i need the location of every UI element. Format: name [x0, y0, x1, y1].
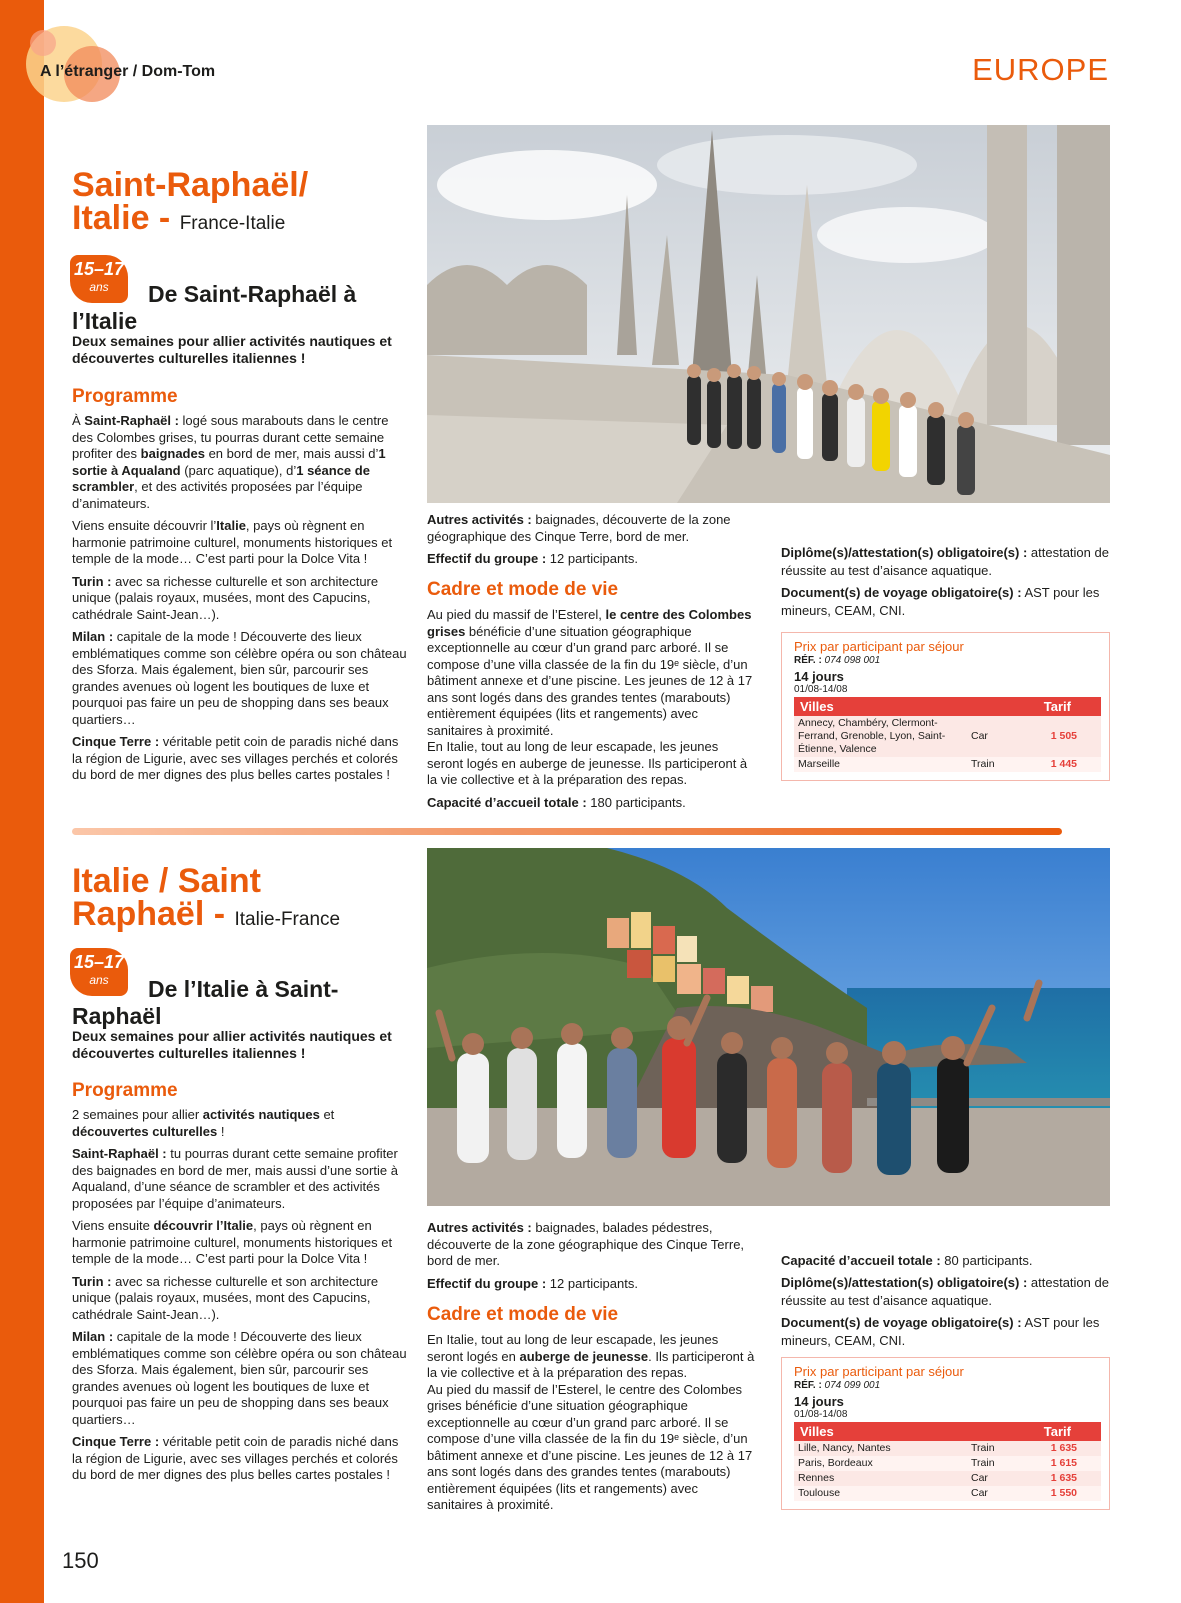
program-milan: Milan : capitale de la mode ! Découverte des lieux emblématiques comme son célèbre opéra ou son château des Sforza. Mais également, bien sûr, parcourir ses grandes avenues où logent les boutiques de luxe et pourquoi pas faire un peu de shopping dans ses beaux quartiers…	[72, 629, 407, 727]
diploma-required: Diplôme(s)/attestation(s) obligatoire(s) : attestation de réussite au test d’aisance aquatique.	[781, 1275, 1109, 1308]
trip-duration: 14 jours	[794, 669, 844, 684]
col-header-cities: Villes	[794, 1422, 967, 1441]
transport-cell: Train	[967, 1441, 1031, 1456]
price-title: Prix par participant par séjour	[794, 639, 964, 654]
lifestyle-paragraph: En Italie, tout au long de leur escapade, les jeunes seront logés en auberge de jeunesse. Ils participeront à la vie collective et à la préparation des repas.	[427, 739, 748, 787]
price-box	[781, 1357, 1110, 1510]
program-heading: Programme	[72, 1080, 178, 1101]
requirements-block	[781, 544, 1111, 626]
city-cell: Toulouse	[794, 1486, 967, 1501]
trip-route: France-Italie	[179, 213, 286, 234]
trip-section-1	[0, 125, 1181, 825]
transport-cell: Car	[967, 716, 1031, 757]
trip-title	[72, 166, 412, 240]
age-range: 15–17	[73, 952, 125, 972]
city-cell: Lille, Nancy, Nantes	[794, 1441, 967, 1456]
price-cell: 1 505	[1031, 716, 1101, 757]
col-header-cities: Villes	[794, 697, 967, 716]
age-unit: ans	[89, 973, 109, 987]
price-reference: RÉF. : 074 099 001	[794, 1380, 881, 1391]
trip-duration: 14 jours	[794, 1394, 844, 1409]
program-cinque-terre: Cinque Terre : véritable petit coin de paradis niché dans la région de Ligurie, avec ses villages perchés et colorés du bord de mer dignes des plus belles cartes postales !	[72, 734, 399, 782]
subtitle-line-2: l’Italie	[72, 308, 138, 334]
trip-title	[72, 862, 412, 936]
trip-dates: 01/08-14/08	[794, 684, 848, 695]
transport-cell: Car	[967, 1471, 1031, 1486]
price-cell: 1 635	[1031, 1441, 1101, 1456]
table-row	[794, 757, 1101, 772]
price-title: Prix par participant par séjour	[794, 1364, 964, 1379]
lifestyle-text	[427, 607, 757, 817]
trip-dates: 01/08-14/08	[794, 1409, 848, 1420]
price-box	[781, 632, 1110, 781]
price-table	[794, 1422, 1101, 1501]
program-text	[72, 413, 407, 790]
program-heading: Programme	[72, 386, 178, 407]
trip-photo-milan-cathedral	[427, 125, 1110, 503]
page-number: 150	[62, 1548, 99, 1573]
capacity: Capacité d’accueil totale : 80 participants.	[781, 1253, 1033, 1268]
breadcrumb: A l’étranger / Dom-Tom	[40, 63, 216, 80]
transport-cell: Train	[967, 757, 1031, 772]
price-table	[794, 697, 1101, 772]
program-paragraph: Viens ensuite découvrir l’Italie, pays où règnent en harmonie patrimoine culturel, monuments historiques et temple de la mode… C’est parti pour la Dolce Vita !	[72, 518, 393, 566]
table-row	[794, 1486, 1101, 1501]
price-cell: 1 615	[1031, 1456, 1101, 1471]
subtitle-line-1: De l’Italie à Saint-	[148, 976, 339, 1002]
program-paragraph: À Saint-Raphaël : logé sous marabouts dans le centre des Colombes grises, tu pourras durant cette semaine profiter des baignades en bord de mer, mais aussi d’1 sortie à Aqualand (parc aquatique), d’1 séance de scrambler, et des activités proposées par l’équipe d’animateurs.	[72, 413, 389, 511]
group-size: Effectif du groupe : 12 participants.	[427, 551, 638, 566]
transport-cell: Car	[967, 1486, 1031, 1501]
lifestyle-paragraph: Au pied du massif de l’Esterel, le centre des Colombes grises bénéficie d’une situation géographique exceptionnelle au cœur d’un grand parc arboré. Il se compose d’une villa classée de la fin du 19ᵉ siècle, d’un bâtiment annexe et d’une piscine. Les jeunes de 12 à 17 ans sont logés dans des grandes tentes (marabouts) entièrement équipées (lits et rangements) avec sanitaires à proximité.	[427, 607, 753, 738]
city-cell: Paris, Bordeaux	[794, 1456, 967, 1471]
city-cell: Annecy, Chambéry, Clermont-Ferrand, Grenoble, Lyon, Saint-Étienne, Valence	[794, 716, 967, 757]
trip-tagline: Deux semaines pour allier activités nautiques et découvertes culturelles italiennes !	[72, 1028, 392, 1061]
program-milan: Milan : capitale de la mode ! Découverte des lieux emblématiques comme son célèbre opéra ou son château des Sforza. Mais également, bien sûr, parcourir ses grandes avenues où logent les boutiques de luxe et pourquoi pas faire un peu de shopping dans ses beaux quartiers…	[72, 1329, 407, 1427]
title-line-2: Italie -	[72, 199, 180, 237]
lifestyle-paragraph: Au pied du massif de l’Esterel, le centre des Colombes grises bénéficie d’une situation géographique exceptionnelle au cœur d’un grand parc arboré. Il se compose d’une villa classée de la fin du 19ᵉ siècle, d’un bâtiment annexe et d’une piscine. Les jeunes de 12 à 17 ans sont logés dans des grandes tentes (marabouts) entièrement équipées (lits et rangements) avec sanitaires à proximité.	[427, 1381, 753, 1512]
table-row	[794, 1471, 1101, 1486]
program-cinque-terre: Cinque Terre : véritable petit coin de paradis niché dans la région de Ligurie, avec ses villages perchés et colorés du bord de mer dignes des plus belles cartes postales !	[72, 1434, 399, 1482]
price-reference: RÉF. : 074 098 001	[794, 655, 881, 666]
program-turin: Turin : avec sa richesse culturelle et son architecture unique (palais royaux, musées, mont des Capucins, cathédrale Saint-Jean…).	[72, 1273, 379, 1322]
trip-route: Italie-France	[234, 909, 341, 930]
city-cell: Rennes	[794, 1471, 967, 1486]
requirements-block	[781, 1252, 1111, 1356]
section-divider	[72, 828, 1062, 835]
diploma-required: Diplôme(s)/attestation(s) obligatoire(s) : attestation de réussite au test d’aisance aquatique.	[781, 545, 1109, 578]
documents-required: Document(s) de voyage obligatoire(s) : AST pour les mineurs, CEAM, CNI.	[781, 1315, 1100, 1348]
lifestyle-text	[427, 1332, 757, 1520]
program-turin: Turin : avec sa richesse culturelle et son architecture unique (palais royaux, musées, mont des Capucins, cathédrale Saint-Jean…).	[72, 573, 379, 622]
program-paragraph: 2 semaines pour allier activités nautiques et découvertes culturelles !	[72, 1107, 335, 1139]
lifestyle-heading: Cadre et mode de vie	[427, 579, 619, 600]
col-header-tarif: Tarif	[1031, 697, 1101, 716]
transport-cell: Train	[967, 1456, 1031, 1471]
title-line-1: Saint-Raphaël/	[72, 166, 309, 204]
other-activities: Autres activités : baignades, découverte de la zone géographique des Cinque Terre, bord de mer.	[427, 512, 731, 544]
price-cell: 1 635	[1031, 1471, 1101, 1486]
other-activities: Autres activités : baignades, balades pédestres, découverte de la zone géographique des Cinque Terre, bord de mer.	[427, 1220, 745, 1268]
decorative-circle	[30, 30, 56, 56]
cinque-terre-image	[427, 848, 1110, 1206]
col-header-tarif: Tarif	[1031, 1422, 1101, 1441]
program-saint-raphael: Saint-Raphaël : tu pourras durant cette semaine profiter des baignades en bord de mer, mais aussi d’une sortie à Aqualand, d’une séance de scrambler et des activités proposées par l’équipe d’animateurs.	[72, 1146, 398, 1211]
price-cell: 1 550	[1031, 1486, 1101, 1501]
trip-subtitle	[72, 281, 412, 335]
trip-section-2	[0, 848, 1181, 1538]
subtitle-line-2: Raphaël	[72, 1003, 162, 1029]
documents-required: Document(s) de voyage obligatoire(s) : AST pour les mineurs, CEAM, CNI.	[781, 585, 1100, 618]
subtitle-line-1: De Saint-Raphaël à	[148, 281, 357, 307]
group-size: Effectif du groupe : 12 participants.	[427, 1275, 638, 1291]
title-line-1: Italie / Saint	[72, 862, 261, 900]
program-text	[72, 1107, 407, 1490]
age-unit: ans	[89, 280, 109, 294]
lifestyle-heading: Cadre et mode de vie	[427, 1304, 619, 1325]
age-range: 15–17	[73, 259, 125, 279]
trip-photo-cinque-terre	[427, 848, 1110, 1206]
trip-tagline: Deux semaines pour allier activités nautiques et découvertes culturelles italiennes !	[72, 333, 392, 366]
price-cell: 1 445	[1031, 757, 1101, 772]
region-title: EUROPE	[972, 52, 1109, 87]
trip-subtitle	[72, 976, 412, 1030]
table-row	[794, 1456, 1101, 1471]
capacity: Capacité d’accueil totale : 180 participants.	[427, 794, 686, 810]
city-cell: Marseille	[794, 757, 967, 772]
table-row	[794, 716, 1101, 757]
activities-block	[427, 512, 757, 574]
program-paragraph: Viens ensuite découvrir l’Italie, pays où règnent en harmonie patrimoine culturel, monuments historiques et temple de la mode… C’est parti pour la Dolce Vita !	[72, 1218, 393, 1266]
lifestyle-paragraph: En Italie, tout au long de leur escapade, les jeunes seront logés en auberge de jeunesse. Ils participeront à la vie collective et à la préparation des repas.	[427, 1332, 755, 1380]
table-row	[794, 1441, 1101, 1456]
milan-cathedral-image	[427, 125, 1110, 503]
title-line-2: Raphaël -	[72, 895, 235, 933]
activities-block	[427, 1220, 757, 1298]
